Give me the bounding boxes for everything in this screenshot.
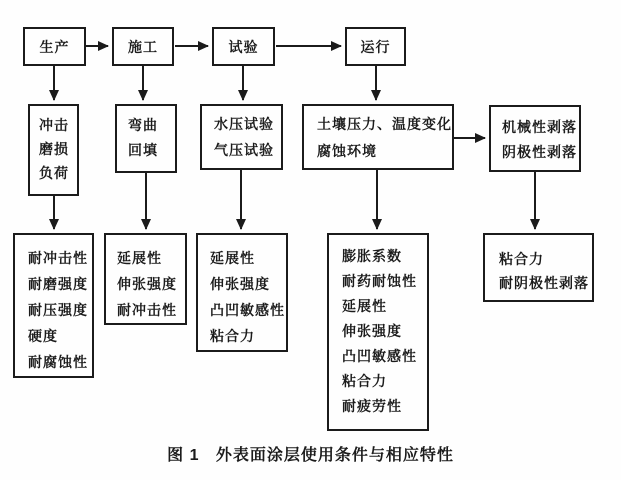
property-line: 耐冲击性: [117, 302, 177, 318]
stage-box-construction: [112, 27, 174, 66]
property-box-testing: [196, 233, 288, 352]
property-line: 延展性: [117, 250, 162, 266]
property-line: 粘合力: [210, 328, 255, 344]
condition-line: 土壤压力、温度变化: [317, 116, 452, 132]
condition-box-construction: [115, 104, 177, 173]
stage-box-testing: [212, 27, 275, 66]
condition-box-testing: [200, 104, 283, 170]
condition-box-peeling: [489, 105, 581, 172]
stage-label-construction: 施工: [128, 38, 158, 55]
property-line: 耐磨强度: [28, 276, 88, 292]
condition-line: 回填: [128, 142, 158, 158]
property-line: 耐腐蚀性: [28, 354, 88, 370]
condition-line: 水压试验: [214, 116, 274, 132]
property-line: 耐压强度: [28, 302, 88, 318]
property-line: 伸张强度: [117, 276, 177, 292]
property-box-construction: [104, 233, 187, 325]
condition-line: 机械性剥落: [502, 119, 577, 135]
property-line: 粘合力: [342, 373, 387, 389]
property-line: 耐冲击性: [28, 250, 88, 266]
stage-label-testing: 试验: [228, 38, 259, 55]
condition-box-production: [28, 104, 79, 196]
property-line: 伸张强度: [210, 276, 270, 292]
property-line: 膨胀系数: [342, 248, 402, 264]
condition-box-operation-environment: [302, 104, 454, 170]
condition-line: 冲击: [39, 117, 69, 133]
property-box-peeling: [483, 233, 594, 302]
property-line: 耐药耐蚀性: [342, 273, 417, 289]
property-line: 伸张强度: [342, 323, 402, 339]
property-line: 耐疲劳性: [342, 398, 402, 414]
condition-line: 气压试验: [214, 142, 274, 158]
property-line: 粘合力: [499, 251, 544, 267]
property-box-production: [13, 233, 94, 378]
condition-line: 阴极性剥落: [502, 144, 577, 160]
condition-line: 弯曲: [128, 117, 158, 133]
stage-box-operation: [345, 27, 406, 66]
stage-box-production: [23, 27, 86, 66]
stage-label-production: 生产: [39, 38, 70, 55]
property-line: 凸凹敏感性: [342, 348, 417, 364]
condition-line: 磨损: [39, 141, 69, 157]
stage-label-operation: 运行: [360, 38, 391, 55]
property-line: 延展性: [210, 250, 255, 266]
property-line: 延展性: [342, 298, 387, 314]
property-box-operation: [327, 233, 429, 431]
property-line: 凸凹敏感性: [210, 302, 285, 318]
property-line: 硬度: [28, 328, 58, 344]
condition-line: 负荷: [39, 165, 69, 181]
condition-line: 腐蚀环境: [317, 143, 377, 159]
figure-caption: 图 1 外表面涂层使用条件与相应特性: [167, 447, 454, 464]
property-line: 耐阴极性剥落: [499, 275, 589, 291]
